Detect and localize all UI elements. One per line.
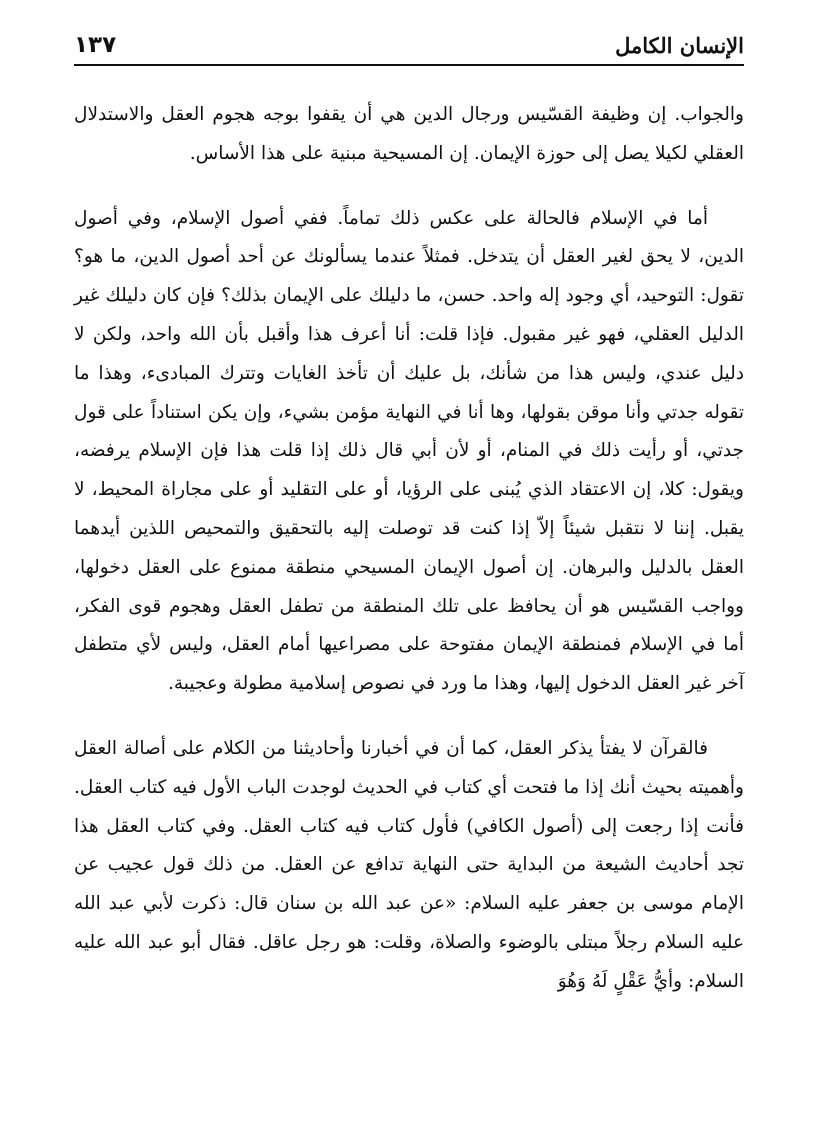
running-header (74, 28, 744, 62)
paragraph-quran-and-hadith: فالقرآن لا يفتأ يذكر العقل، كما أن في أخبارنا وأحاديثنا من الكلام على أصالة العقل وأهميته بحيث أنك إذا ما فتحت أي كتاب في الحديث لوجدت الباب الأول فيه كتاب العقل. فأنت إذا رجعت إلى (أصول الكافي) فأول كتاب فيه كتاب العقل. وفي كتاب العقل هذا تجد أحاديث الشيعة من البداية حتى النهاية تدافع عن العقل. من ذلك قول عجيب عن الإمام موسى بن جعفر عليه السلام: «عن عبد الله بن سنان قال: ذكرت لأبي عبد الله عليه السلام رجلاً مبتلى بالوضوء والصلاة، وقلت: هو رجل عاقل. فقال أبو عبد الله عليه السلام: وأيُّ عَقْلٍ لَهُ وَهُوَ (74, 737, 744, 992)
body-text (74, 96, 744, 1002)
paragraph-continuation: والجواب. إن وظيفة القسّيس ورجال الدين هي أن يقفوا بوجه هجوم العقل والاستدلال العقلي لكيلا يصل إلى حوزة الإيمان. إن المسيحية مبنية على هذا الأساس. (74, 104, 744, 164)
paragraph-islam-and-reason: أما في الإسلام فالحالة على عكس ذلك تماماً. ففي أصول الإسلام، وفي أصول الدين، لا يحق لغير العقل أن يتدخل. فمثلاً عندما يسألونك عن أحد أصول الدين، ما هو؟ تقول: التوحيد، أي وجود إله واحد. حسن، ما دليلك على الإيمان بذلك؟ فإن كان دليلك غير الدليل العقلي، فهو غير مقبول. فإذا قلت: أنا أعرف هذا وأقبل بأن الله واحد، ولكن لا دليل عندي، وليس هذا من شأنك، بل عليك أن تأخذ الغايات وتترك المبادىء، وهذا ما تقوله جدتي وأنا موقن بقولها، وها أنا في النهاية مؤمن بشيء، وإن يكن استناداً على قول جدتي، أو رأيت ذلك في المنام، أو لأن أبي قال ذلك إذا قلت هذا فإن الإسلام يرفضه، ويقول: كلا، إن الاعتقاد الذي يُبنى على الرؤيا، أو على التقليد أو على مجاراة المحيط، لا يقبل. إننا لا نتقبل شيئاً إلاّ إذا كنت قد توصلت إليه بالتحقيق والتمحيص اللذين أيدهما العقل بالدليل والبرهان. إن أصول الإيمان المسيحي منطقة ممنوع على العقل دخولها، وواجب القسّيس هو أن يحافظ على تلك المنطقة من تطفل العقل وهجوم قوى الفكر، أما في الإسلام فمنطقة الإيمان مفتوحة على مصراعيها أمام العقل، وليس لأي متطفل آخر غير العقل الدخول إليها، وهذا ما ورد في نصوص إسلامية مطولة وعجيبة. (74, 207, 744, 695)
header-rule (74, 64, 744, 66)
page-number: ١٣٧ (74, 32, 117, 58)
running-title: الإنسان الكامل (615, 32, 744, 58)
